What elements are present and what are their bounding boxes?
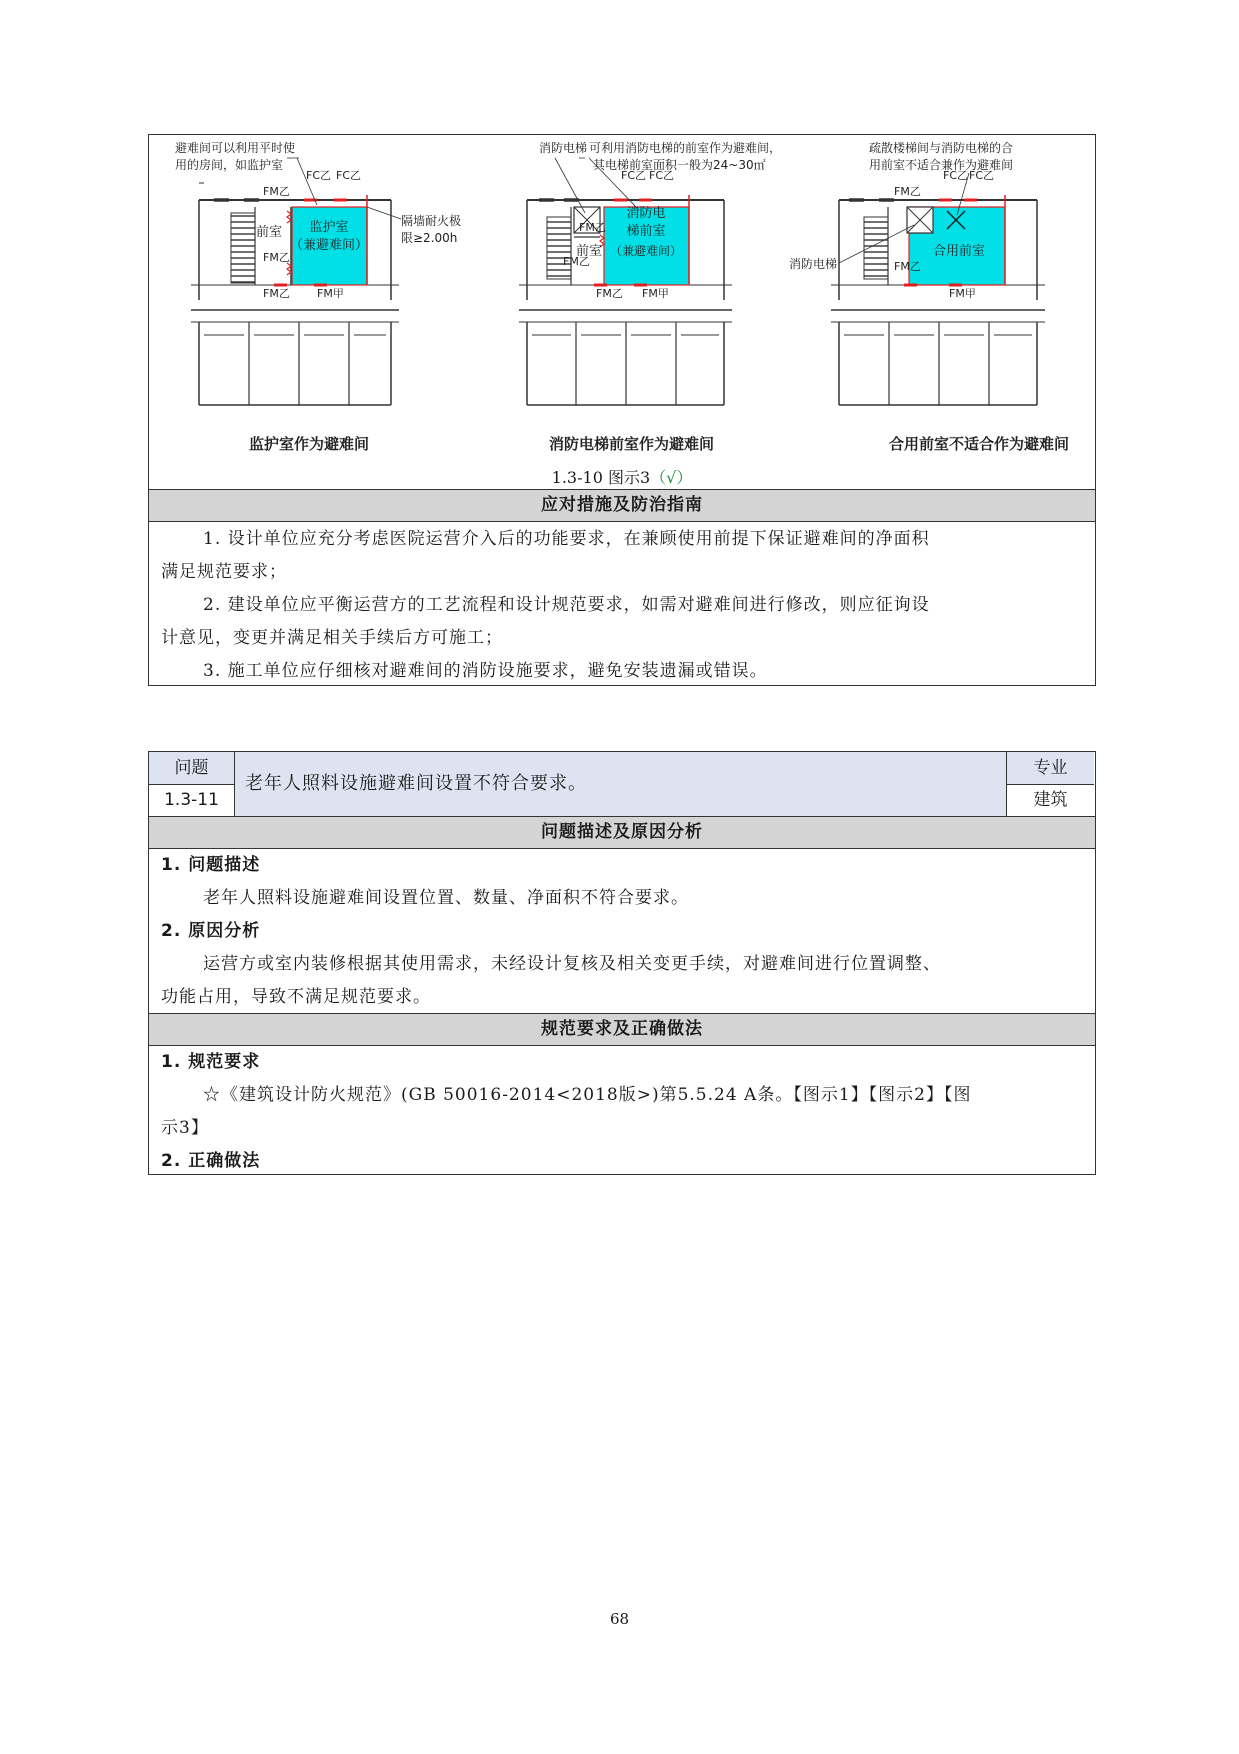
- callout-text: 疏散楼梯间与消防电梯的合: [869, 141, 1014, 155]
- guidance-line: 2. 建设单位应平衡运营方的工艺流程和设计规范要求，如需对避难间进行修改，则应征询设: [203, 595, 930, 615]
- door-label: FC乙: [621, 169, 647, 182]
- callout-text: 消防电梯: [789, 257, 838, 271]
- door-label: FM甲: [949, 287, 976, 300]
- correct-heading: 2. 正确做法: [161, 1151, 261, 1171]
- section-header-guidance: 应对措施及防治指南: [149, 489, 1095, 522]
- diagram-shared-lobby: [789, 140, 1045, 405]
- discipline-value: 建筑: [1033, 790, 1068, 810]
- section-header-requirements: 规范要求及正确做法: [149, 1013, 1095, 1046]
- door-label: FM乙: [263, 185, 290, 198]
- door-label: FM乙: [263, 251, 290, 264]
- requirements-content: [161, 1046, 1085, 1178]
- section-header-analysis: 问题描述及原因分析: [149, 816, 1095, 849]
- callout-text: 用前室不适合兼作为避难间: [869, 158, 1014, 172]
- diagram-elevator-lobby: [519, 140, 781, 405]
- subcaption-2: 消防电梯前室作为避难间: [549, 435, 715, 453]
- door-label: FM乙: [263, 287, 290, 300]
- door-label: FC乙: [969, 169, 995, 182]
- desc-text: 老年人照料设施避难间设置位置、数量、净面积不符合要求。: [203, 888, 689, 908]
- room-label-refuge: （兼避难间）: [289, 238, 369, 253]
- callout-text: 隔墙耐火极: [401, 214, 462, 228]
- door-label: FM乙: [894, 260, 921, 273]
- issue-title: 老年人照料设施避难间设置不符合要求。: [235, 752, 1007, 817]
- callout-text: 其电梯前室面积一般为24~30㎡: [593, 158, 766, 172]
- page-number: 68: [609, 1610, 630, 1628]
- door-label: FC乙: [336, 169, 362, 182]
- door-label: FM乙: [563, 255, 590, 268]
- guidance-item-2: [161, 589, 1085, 655]
- guidance-line: 满足规范要求；: [161, 562, 287, 582]
- guidance-item-1: [161, 523, 1085, 589]
- subcaption-3: 合用前室不适合作为避难间: [889, 435, 1070, 453]
- door-label: FM乙: [579, 221, 606, 234]
- diagram-monitor-room: [169, 135, 461, 405]
- desc-heading: 1. 问题描述: [161, 855, 261, 875]
- callout-text: 用的房间，如监护室: [175, 158, 284, 172]
- room-label-refuge: （兼避难间）: [609, 244, 683, 258]
- callout-text: 避难间可以利用平时使: [175, 141, 296, 155]
- guidance-line: 1. 设计单位应充分考虑医院运营介入后的功能要求，在兼顾使用前提下保证避难间的净面积: [203, 529, 930, 549]
- callout-text: 消防电梯: [539, 141, 588, 155]
- callout-text: 限≥2.00h: [401, 231, 458, 245]
- room-label-shared-lobby: 合用前室: [932, 244, 986, 259]
- analysis-content: [161, 849, 1085, 1014]
- room-label-elevator: 消防电: [626, 206, 666, 221]
- figure-panel: [148, 134, 1096, 686]
- figure-caption: [149, 465, 1095, 488]
- req-heading: 1. 规范要求: [161, 1052, 261, 1072]
- check-mark: （√）: [650, 468, 693, 487]
- callout-text: 可利用消防电梯的前室作为避难间，: [589, 141, 782, 155]
- room-label-front: 前室: [256, 225, 283, 240]
- door-label: FC乙: [943, 169, 969, 182]
- door-label: FM乙: [894, 185, 921, 198]
- door-label: FC乙: [306, 169, 332, 182]
- discipline-label: 专业: [1007, 752, 1094, 785]
- req-text: ☆《建筑设计防火规范》(GB 50016-2014<2018版>)第5.5.24 A条。【图示1】【图示2】【图: [203, 1085, 972, 1105]
- room-label-lobby: 梯前室: [626, 224, 666, 239]
- door-label: FM甲: [317, 287, 344, 300]
- guidance-item-3: [161, 655, 1085, 688]
- guidance-line: 计意见，变更并满足相关手续后方可施工；: [161, 628, 503, 648]
- caption-text: 1.3-10 图示3: [551, 468, 651, 487]
- cause-text-cont: 功能占用，导致不满足规范要求。: [161, 987, 431, 1007]
- issue-label: 问题: [149, 752, 235, 785]
- door-label: FC乙: [649, 169, 675, 182]
- cause-text: 运营方或室内装修根据其使用需求，未经设计复核及相关变更手续，对避难间进行位置调整、: [203, 954, 941, 974]
- issue-table: [148, 751, 1096, 1175]
- guidance-line: 3. 施工单位应仔细核对避难间的消防设施要求，避免安装遗漏或错误。: [203, 661, 768, 681]
- door-label: FM乙: [596, 287, 623, 300]
- door-label: FM甲: [642, 287, 669, 300]
- room-label-monitor: 监护室: [309, 220, 349, 235]
- room-label-front: 前室: [576, 244, 603, 259]
- subcaption-1: 监护室作为避难间: [249, 435, 370, 453]
- req-text-cont: 示3】: [161, 1118, 209, 1138]
- issue-number: 1.3-11: [149, 785, 235, 817]
- cause-heading: 2. 原因分析: [161, 921, 261, 941]
